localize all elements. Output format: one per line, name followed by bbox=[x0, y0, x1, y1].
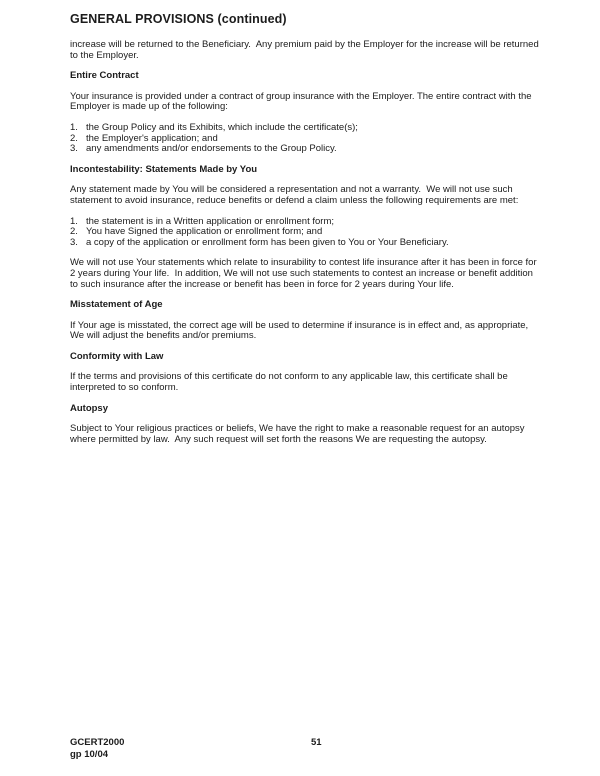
numbered-list bbox=[70, 217, 543, 249]
paragraph: We will not use Your statements which relate to insurability to contest life insurance after it has been in force for 2 years during Your life. In addition, We will not use such statements to contest an increase or benefit addition to such insurance after the increase or benefit has been in force for 2 years during Your life. bbox=[70, 257, 540, 290]
paragraph: If Your age is misstated, the correct age will be used to determine if insurance is in effect and, as appropriate, We will adjust the benefits and/or premiums. bbox=[70, 319, 531, 342]
numbered-list bbox=[70, 123, 543, 155]
list-item-number: 3. bbox=[70, 143, 78, 155]
paragraph: If the terms and provisions of this certificate do not conform to any applicable law, this certificate shall be interpreted to so conform. bbox=[70, 371, 511, 394]
list-item-text: the Group Policy and its Exhibits, which include the certificate(s); bbox=[86, 121, 358, 133]
list-item bbox=[70, 144, 543, 155]
list-item-number: 1. bbox=[70, 121, 78, 133]
footer-form-number: GCERT2000 bbox=[70, 737, 125, 748]
list-item-text: the statement is in a Written application or enrollment form; bbox=[86, 215, 334, 227]
list-item-number: 3. bbox=[70, 236, 78, 248]
paragraph: Any statement made by You will be considered a representation and not a warranty. We will not use such statement to avoid insurance, reduce benefits or defend a claim unless the following requirements are met: bbox=[70, 184, 519, 206]
list-item-number: 2. bbox=[70, 132, 78, 144]
footer-form-block bbox=[70, 737, 124, 761]
list-item-text: a copy of the application or enrollment form has been given to You or Your Beneficiary. bbox=[86, 236, 449, 248]
list-item-number: 1. bbox=[70, 215, 78, 227]
footer-page-number: 51 bbox=[311, 737, 322, 748]
list-item bbox=[70, 123, 543, 134]
paragraph: Subject to Your religious practices or beliefs, We have the right to make a reasonable request for an autopsy where permitted by law. Any such request will set forth the reasons We are requesting the autopsy. bbox=[70, 423, 528, 445]
list-item bbox=[70, 238, 543, 249]
list-item-text: the Employer's application; and bbox=[86, 132, 218, 144]
section-heading: Incontestability: Statements Made by You bbox=[70, 163, 258, 175]
paragraph: increase will be returned to the Beneficiary. Any premium paid by the Employer for the increase will be returned to the Employer. bbox=[70, 39, 542, 61]
list-item-text: You have Signed the application or enrollment form; and bbox=[86, 226, 323, 238]
list-item-number: 2. bbox=[70, 226, 78, 238]
paragraph: Your insurance is provided under a contract of group insurance with the Employer. The entire contract with the Employer is made up of the following: bbox=[70, 90, 535, 113]
list-item-text: any amendments and/or endorsements to the Group Policy. bbox=[86, 143, 337, 155]
document-body bbox=[70, 40, 543, 445]
section-heading: Autopsy bbox=[70, 402, 108, 414]
section-heading: Misstatement of Age bbox=[70, 299, 163, 311]
section-heading: Conformity with Law bbox=[70, 350, 164, 362]
footer-form-code: gp 10/04 bbox=[70, 748, 109, 760]
section-heading: Entire Contract bbox=[70, 70, 139, 82]
page-title: GENERAL PROVISIONS (continued) bbox=[70, 12, 287, 26]
